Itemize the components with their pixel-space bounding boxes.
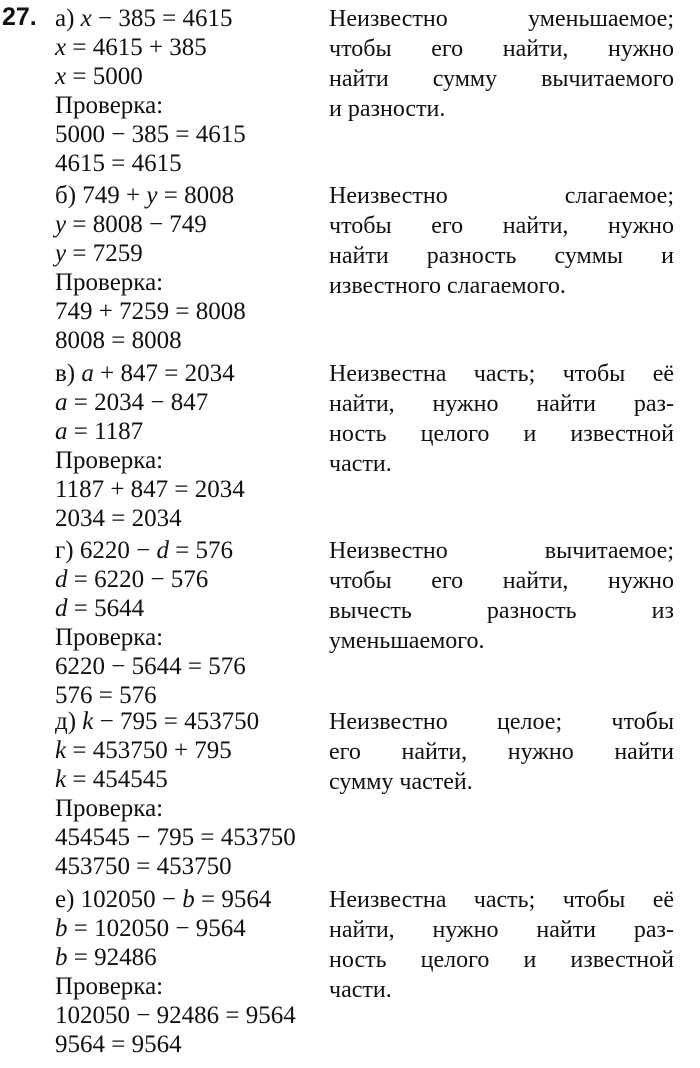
solution-step: d = 5644 bbox=[55, 595, 145, 622]
solution-step: 454545 − 795 = 453750 bbox=[55, 824, 296, 851]
solution-step: 749 + 7259 = 8008 bbox=[55, 298, 246, 325]
explanation-line: ность целого и известной bbox=[329, 421, 674, 447]
solution-step: k = 453750 + 795 bbox=[55, 737, 232, 764]
solution-step: x = 4615 + 385 bbox=[55, 34, 207, 61]
solution-step: y = 8008 − 749 bbox=[55, 211, 207, 238]
solution-step: 8008 = 8008 bbox=[55, 327, 182, 354]
check-label: Проверка: bbox=[55, 269, 164, 296]
explanation-line: известного слагаемого. bbox=[329, 273, 566, 299]
explanation-line: Неизвестно целое; чтобы bbox=[329, 709, 674, 735]
explanation bbox=[329, 536, 674, 656]
explanation-line: его найти, нужно найти bbox=[329, 739, 674, 765]
solution-step: b = 102050 − 9564 bbox=[55, 915, 246, 942]
explanation bbox=[329, 707, 674, 797]
solution-step: 5000 − 385 = 4615 bbox=[55, 121, 246, 148]
explanation-line: Неизвестна часть; чтобы её bbox=[329, 887, 674, 913]
solution-step: k = 454545 bbox=[55, 766, 168, 793]
explanation-line: части. bbox=[329, 977, 392, 1003]
equation: б) 749 + y = 8008 bbox=[55, 182, 235, 209]
explanation-line: найти, нужно найти раз- bbox=[329, 391, 674, 417]
solution-step: d = 6220 − 576 bbox=[55, 566, 209, 593]
explanation bbox=[329, 181, 674, 301]
solution-step: 1187 + 847 = 2034 bbox=[55, 476, 245, 503]
solution-step: a = 1187 bbox=[55, 418, 144, 445]
solution-step: b = 92486 bbox=[55, 944, 157, 971]
explanation bbox=[329, 359, 674, 479]
explanation-line: вычесть разность из bbox=[329, 598, 674, 624]
check-label: Проверка: bbox=[55, 973, 164, 1000]
solution-step: 576 = 576 bbox=[55, 682, 157, 709]
explanation-line: чтобы его найти, нужно bbox=[329, 36, 674, 62]
explanation-line: уменьшаемого. bbox=[329, 628, 485, 654]
explanation bbox=[329, 4, 674, 124]
check-label: Проверка: bbox=[55, 795, 164, 822]
explanation-line: Неизвестно вычитаемое; bbox=[329, 538, 674, 564]
solution-step: 102050 − 92486 = 9564 bbox=[55, 1002, 296, 1029]
equation: а) x − 385 = 4615 bbox=[55, 5, 233, 32]
explanation bbox=[329, 885, 674, 1005]
solution-step: y = 7259 bbox=[55, 240, 143, 267]
solution-step: a = 2034 − 847 bbox=[55, 389, 209, 416]
explanation-line: найти сумму вычитаемого bbox=[329, 66, 674, 92]
solution-step: 6220 − 5644 = 576 bbox=[55, 653, 246, 680]
equation: е) 102050 − b = 9564 bbox=[55, 886, 272, 913]
explanation-line: Неизвестно слагаемое; bbox=[329, 183, 674, 209]
solution-step: 4615 = 4615 bbox=[55, 150, 182, 177]
explanation-line: чтобы его найти, нужно bbox=[329, 568, 674, 594]
equation: д) k − 795 = 453750 bbox=[55, 708, 260, 735]
solution-step: 9564 = 9564 bbox=[55, 1031, 182, 1058]
exercise-number: 27. bbox=[2, 3, 37, 31]
explanation-line: ность целого и известной bbox=[329, 947, 674, 973]
explanation-line: и разности. bbox=[329, 96, 446, 122]
check-label: Проверка: bbox=[55, 447, 164, 474]
explanation-line: найти, нужно найти раз- bbox=[329, 917, 674, 943]
solution-step: 453750 = 453750 bbox=[55, 853, 232, 880]
equation: в) a + 847 = 2034 bbox=[55, 360, 235, 387]
check-label: Проверка: bbox=[55, 92, 164, 119]
explanation-line: найти разность суммы и bbox=[329, 243, 674, 269]
explanation-line: сумму частей. bbox=[329, 769, 473, 795]
solution-step: 2034 = 2034 bbox=[55, 505, 182, 532]
explanation-line: чтобы его найти, нужно bbox=[329, 213, 674, 239]
explanation-line: Неизвестно уменьшаемое; bbox=[329, 6, 674, 32]
check-label: Проверка: bbox=[55, 624, 164, 651]
equation: г) 6220 − d = 576 bbox=[55, 537, 234, 564]
explanation-line: Неизвестна часть; чтобы её bbox=[329, 361, 674, 387]
solution-step: x = 5000 bbox=[55, 63, 143, 90]
explanation-line: части. bbox=[329, 451, 392, 477]
